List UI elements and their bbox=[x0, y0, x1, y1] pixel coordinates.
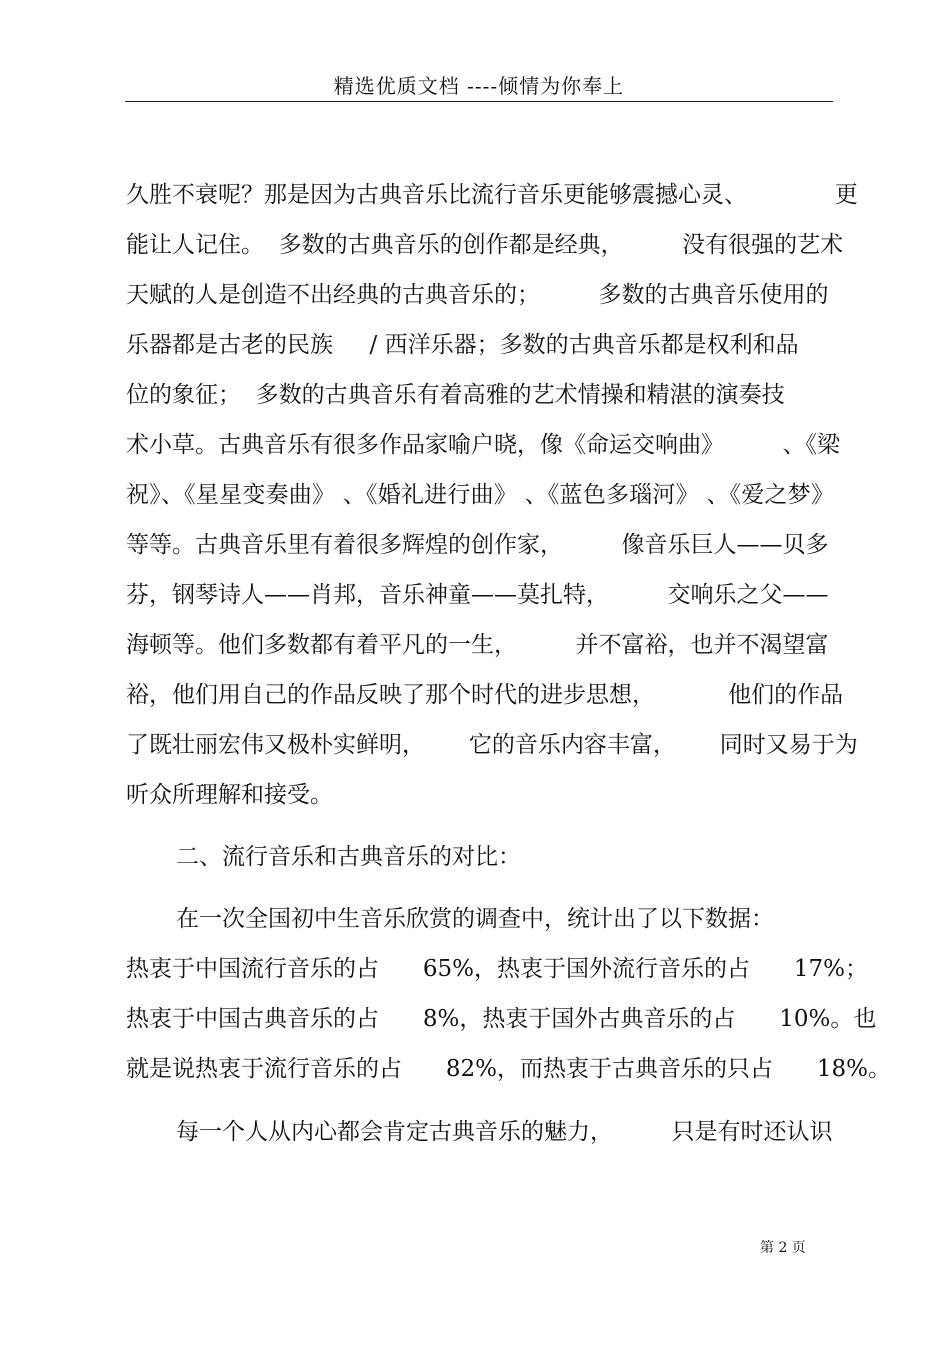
body-line: 海顿等。他们多数都有着平凡的一生， 并不富裕，也并不渴望富 bbox=[126, 632, 829, 658]
closing-line: 每一个人从内心都会肯定古典音乐的魅力， 只是有时还认识 bbox=[176, 1119, 833, 1145]
header-divider bbox=[125, 101, 833, 102]
survey-line: 热衷于中国流行音乐的占 65%，热衷于国外流行音乐的占 17%； bbox=[126, 956, 868, 982]
body-line: 术小草。古典音乐有很多作品家喻户晓，像《命运交响曲》 、《梁 bbox=[126, 432, 840, 458]
body-line: 久胜不衰呢？那是因为古典音乐比流行音乐更能够震撼心灵、 更 bbox=[126, 182, 858, 208]
body-line: 祝》、《星星变奏曲》 、《婚礼进行曲》 、《蓝色多瑙河》 、《爱之梦》 bbox=[126, 482, 834, 508]
survey-line: 就是说热衷于流行音乐的占 82%，而热衷于古典音乐的只占 18%。 bbox=[126, 1056, 891, 1082]
body-line: 位的象征； 多数的古典音乐有着高雅的艺术情操和精湛的演奏技 bbox=[126, 382, 785, 408]
body-line: 天赋的人是创造不出经典的古典音乐的； 多数的古典音乐使用的 bbox=[126, 282, 829, 308]
survey-intro: 在一次全国初中生音乐欣赏的调查中，统计出了以下数据： bbox=[176, 906, 774, 932]
body-line: 了既壮丽宏伟又极朴实鲜明， 它的音乐内容丰富， 同时又易于为 bbox=[126, 732, 858, 758]
body-line: 能让人记住。 多数的古典音乐的创作都是经典， 没有很强的艺术 bbox=[126, 232, 844, 258]
body-line: 乐器都是古老的民族 / 西洋乐器；多数的古典音乐都是权利和品 bbox=[126, 332, 799, 358]
page-number: 第 2 页 bbox=[760, 1240, 806, 1256]
survey-line: 热衷于中国古典音乐的占 8%，热衷于国外古典音乐的占 10%。也 bbox=[126, 1006, 877, 1032]
body-line: 裕，他们用自己的作品反映了那个时代的进步思想， 他们的作品 bbox=[126, 682, 844, 708]
page-header: 精选优质文档 ----倾情为你奉上 bbox=[333, 74, 625, 98]
body-line: 听众所理解和接受。 bbox=[126, 782, 333, 808]
body-line: 等等。古典音乐里有着很多辉煌的创作家， 像音乐巨人——贝多 bbox=[126, 532, 829, 558]
section-heading: 二、流行音乐和古典音乐的对比： bbox=[176, 844, 521, 870]
body-line: 芬，钢琴诗人——肖邦，音乐神童——莫扎特， 交响乐之父—— bbox=[126, 582, 829, 608]
